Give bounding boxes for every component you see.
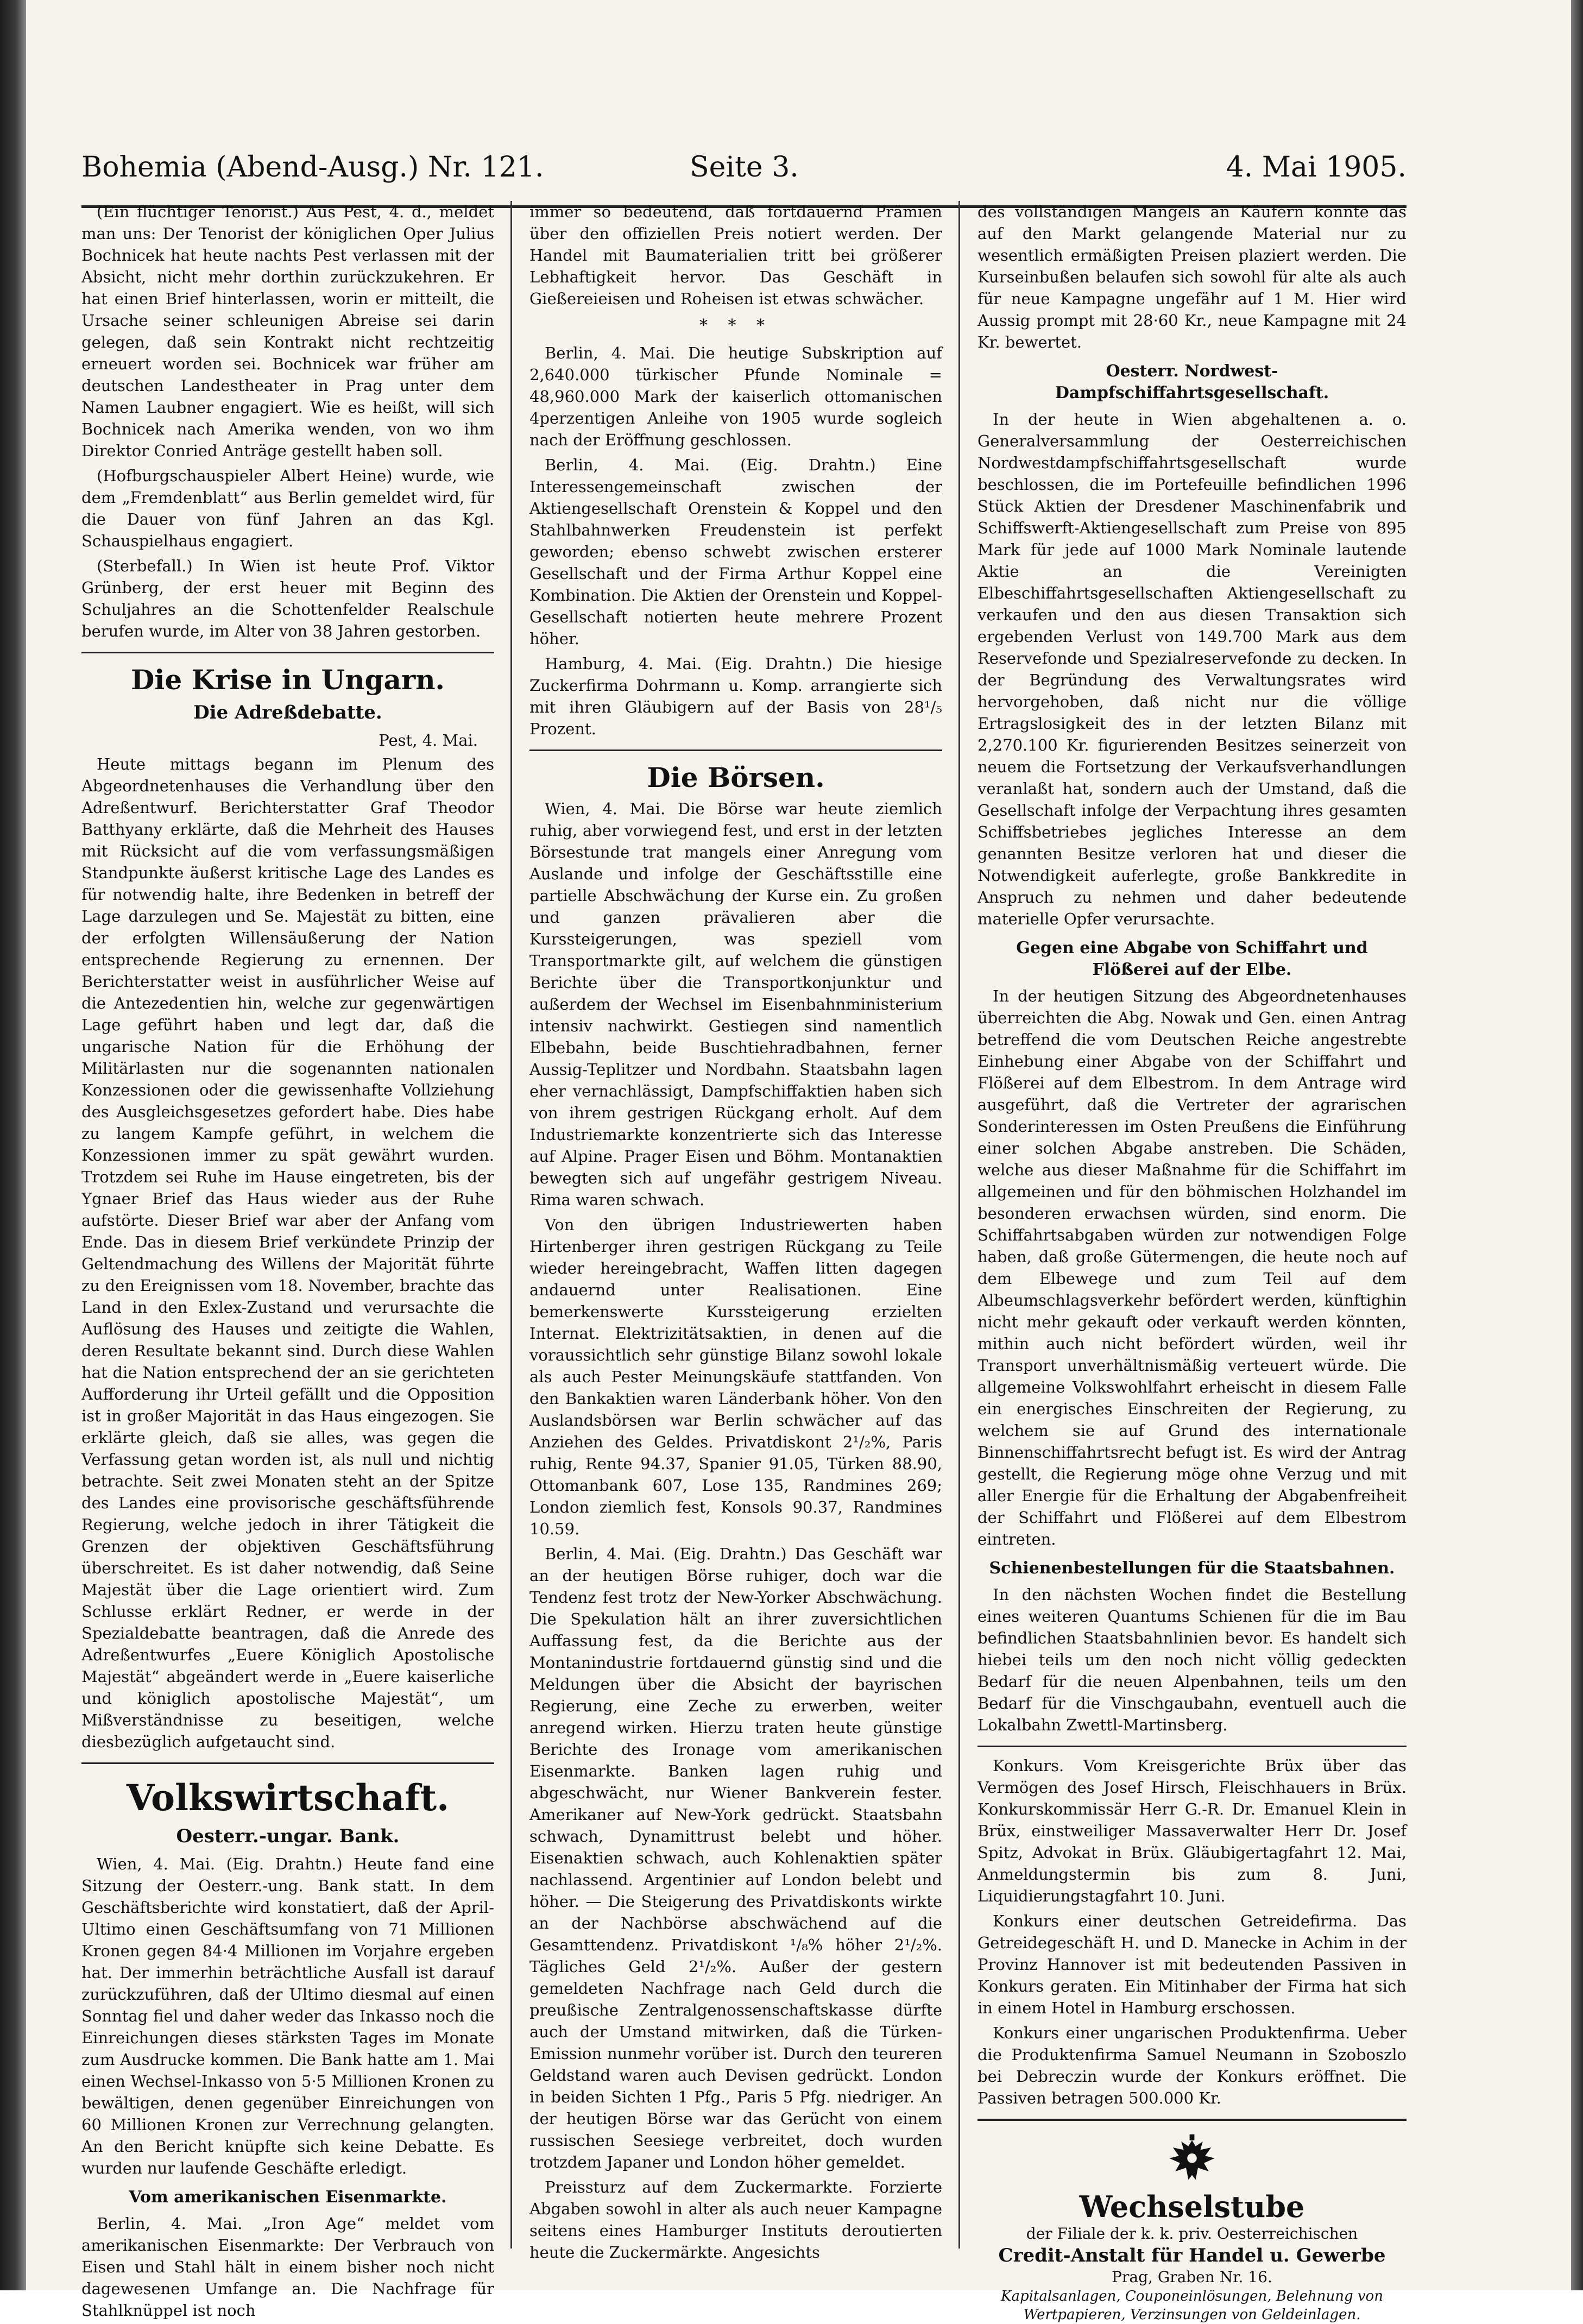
article-boerse-industrie: Von den übrigen Industriewerten haben Hirtenberger ihren gestrigen Rückgang zu Teile wieder hereingebracht, Waffen litten dagegen andauernd unter Realisationen. Eine bemerkenswerte Kurssteigerung erzielten Internat. Elektrizitätsaktien, in denen auf die voraussichtlich sehr günstige Bilanz sowohl lokale als auch Pester Meinungskäufe stattfanden. Von den Bankaktien waren Länderbank höher. Von den Auslandsbörsen war Berlin schwächer auf das Anziehen des Geldes. Privatdiskont 2¹/₂%, Paris ruhig, Rente 94.37, Spanier 91.05, Türken 88.90, Ottomanbank 607, Lose 135, Randmines 269; London ziemlich fest, Konsols 90.37, Randmines 10.59. xyxy=(529,1215,942,1538)
article-zucker-cont: des vollständigen Mangels an Käufern konnte das auf den Markt gelangende Material nur zu wesentlich ermäßigten Preisen plaziert werden. Die Kurseinbußen belaufen sich sowohl für alte als auch für neue Kampagne ungefähr auf 1 M. Hier wird Aussig prompt mit 28·60 Kr., neue Kampagne mit 24 Kr. bewertet. xyxy=(977,203,1407,351)
ad-line: der Filiale der k. k. priv. Oesterreichischen xyxy=(1026,2225,1358,2243)
section-rule xyxy=(81,1762,494,1764)
headline-volkswirtschaft: Volkswirtschaft. xyxy=(126,1777,450,1819)
column-1 xyxy=(81,201,494,2320)
konkurs-ungarisch: Konkurs einer ungarischen Produktenfirma. Ueber die Produktenfirma Samuel Neumann in Szoboszlo bei Debreczin wurde der Konkurs eröffnet. Die Passiven betragen 500.000 Kr. xyxy=(977,2024,1407,2107)
advertisement-wechselstube xyxy=(977,2119,1407,2324)
news-item-dohrmann: Hamburg, 4. Mai. (Eig. Drahtn.) Die hiesige Zuckerfirma Dohrmann u. Komp. arrangierte sich mit ihren Gläubigern auf der Basis von 28¹/₅ Prozent. xyxy=(529,654,942,738)
ad-address: Prag, Graben Nr. 16. xyxy=(1112,2268,1272,2286)
article-boerse-berlin: Berlin, 4. Mai. (Eig. Drahtn.) Das Geschäft war an der heutigen Börse ruhiger, doch war die Tendenz fest trotz der New-Yorker Abschwächung. Die Spekulation hält an ihrer zuversichtlichen Auffassung fest, da die Berichte aus der Montanindustrie fortdauernd günstig sind und die Meldungen über die Absicht der bayrischen Regierung, eine Zeche zu erwerben, weiter anregend wirken. Hierzu traten heute günstige Berichte des Ironage vom amerikanischen Eisenmarkte. Banken lagen ruhig und abgeschwächt, nur Wiener Bankverein fester. Amerikaner auf New-York gedrückt. Staatsbahn schwach, Dynamittrust belebt und höher. Eisenaktien schwach, auch Kohlenaktien später nachlassend. Argentinier auf London belebt und höher. — Die Steigerung des Privatdiskonts wirkte an der Nachbörse abschwächend auf die Gesamttendenz. Privatdiskont ¹/₈% höher 2¹/₂%. Tägliches Geld 2¹/₂%. Außer der gestern gemeldeten Nachfrage nach Geld durch die preußische Zentralgenossenschaftskasse dürfte auch der Umstand mitwirken, daß die Türken-Emission nunmehr vorüber ist. Durch den teureren Geldstand waren auch Devisen gedrückt. London in beiden Sichten 1 Pfg., Paris 5 Pfg. niedriger. An der heutigen Börse war das Gerücht von einem russischen Seesiege verbreitet, doch wurden trotzdem Japaner und London höher gemeldet. xyxy=(529,1545,942,2171)
article-zucker: Preissturz auf dem Zuckermarkte. Forzierte Abgaben sowohl in alter als auch neuer Kampagne seitens eines Hamburger Instituts deroutierten heute die Zuckermärkte. Angesichts xyxy=(529,2178,942,2262)
separator-stars: * * * xyxy=(699,316,773,335)
column-2 xyxy=(529,201,942,2262)
konkurs-getreide: Konkurs einer deutschen Getreidefirma. Das Getreidegeschäft H. und D. Manecke in Achim in der Provinz Hannover ist mit bedeutenden Passiven in Konkurs geraten. Ein Mitinhaber der Firma hat sich in einem Hotel in Hamburg erschossen. xyxy=(977,1912,1407,2017)
masthead-date: 4. Mai 1905. xyxy=(1226,151,1407,184)
binding-edge xyxy=(0,0,26,2290)
masthead-title: Bohemia (Abend-Ausg.) Nr. 121. xyxy=(81,151,544,184)
column-divider xyxy=(958,201,960,2249)
news-item-heine: (Hofburgschauspieler Albert Heine) wurde, wie dem „Fremdenblatt“ aus Berlin gemeldet wird, für die Dauer von fünf Jahren an das Kgl. Schauspielhaus engagiert. xyxy=(81,467,494,550)
news-item-tenor: (Ein flüchtiger Tenorist.) Aus Pest, 4. d., meldet man uns: Der Tenorist der königlichen Oper Julius Bochnicek hat heute nachts Pest verlassen mit der Absicht, nicht mehr dorthin zurückzukehren. Er hat einen Brief hinterlassen, worin er mitteilt, die Ursache seiner schleunigen Abreise sei darin gelegen, daß sein Kontrakt nicht rechtzeitig erneuert worden sei. Bochnicek war früher am deutschen Landestheater in Prag unter dem Namen Laubner engagiert. Wie es heißt, will sich Bochnicek nach Amerika wenden, von wo ihm Direktor Conried Anträge gestellt haben soll. xyxy=(81,203,494,460)
section-rule xyxy=(977,1746,1407,1747)
subheadline-adress: Die Adreßdebatte. xyxy=(193,702,382,723)
article-boerse-wien: Wien, 4. Mai. Die Börse war heute ziemlich ruhig, aber vorwiegend fest, und erst in der letzten Börsestunde trat mangels einer Anregung vom Auslande und infolge der Geschäftsstille eine partielle Abschwächung der Kurse ein. Zu großen und ganzen prävalieren aber die Kurssteigerungen, was speziell vom Transportmarkte gilt, auf welchem die günstigen Berichte über die Transportkonjunktur und außerdem der Wechsel im Eisenbahnministerium intensiv nachwirkt. Gestiegen sind namentlich Elbebahn, beide Buschtiehradbahnen, ferner Aussig-Teplitzer und Nordbahn. Staatsbahn lagen eher vernachlässigt, Dampfschiffaktien haben sich von ihrem gestrigen Rückgang erholt. Auf dem Industriemarkte konzentrierte sich das Interesse auf Alpine. Prager Eisen und Böhm. Montanaktien bewegten sich auf ungefähr gestrigem Niveau. Rima waren schwach. xyxy=(529,799,942,1209)
ad-services: Kapitalsanlagen, Couponeinlösungen, Belehnung von Wertpapieren, Verzinsungen von Geldeinlagen. xyxy=(1001,2288,1383,2323)
news-item-death: (Sterbefall.) In Wien ist heute Prof. Viktor Grünberg, der erst heuer mit Beginn des Schuljahres an die Schottenfelder Realschule berufen wurde, im Alter von 38 Jahren gestorben. xyxy=(81,557,494,640)
subheadline-abgabe: Gegen eine Abgabe von Schiffahrt und Flößerei auf der Elbe. xyxy=(1016,939,1368,979)
headline-krise: Die Krise in Ungarn. xyxy=(131,664,445,696)
article-eisen-cont: immer so bedeutend, daß fortdauernd Prämien über den offiziellen Preis notiert werden. Der Handel mit Baumaterialien tritt bei größerer Lebhaftigkeit hervor. Das Geschäft in Gießereieisen und Roheisen ist etwas schwächer. xyxy=(529,203,942,308)
page-number: Seite 3. xyxy=(690,151,799,184)
newspaper-page xyxy=(81,125,1407,2323)
subheadline-schienen: Schienenbestellungen für die Staatsbahnen. xyxy=(989,1559,1395,1578)
subheadline-bank: Oesterr.-ungar. Bank. xyxy=(176,1825,400,1847)
article-abgabe: In der heutigen Sitzung des Abgeordnetenhauses überreichten die Abg. Nowak und Gen. einen Antrag betreffend die vom Deutschen Reiche angestrebte Einhebung einer Abgabe von der Schiffahrt und Flößerei auf dem Elbestrom. In dem Antrage wird ausgeführt, daß die Vertreter der agrarischen Sonderinteressen im Osten Preußens die Einführung einer solchen Abgabe anstreben. Die Schäden, welche aus dieser Maßnahme für die Schiffahrt im allgemeinen und für den böhmischen Holzhandel im besonderen erwachsen würden, sind enorm. Die Schiffahrtsabgaben würden zur notwendigen Folge haben, daß große Gütermengen, die heute noch auf dem Elbewege und zum Teil auf dem Albeumschlagsverkehr befördert werden, künftighin nicht mehr gekauft oder verkauft werden könnten, mithin auch nicht befördert würden, weil ihr Transport unverhältnismäßig verteuert würde. Die allgemeine Volkswohlfahrt erheischt in diesem Falle ein energisches Einschreiten der Regierung, zu welchem sie auf Grund des internationale Binnenschiffahrtsrecht befugt ist. Es wird der Antrag gestellt, die Regierung möge ohne Verzug und mit aller Energie für die Erhaltung der Abgabenfreiheit der Schiffahrt und Flößerei auf dem Elbestrom eintreten. xyxy=(977,987,1407,1548)
article-eisen: Berlin, 4. Mai. „Iron Age“ meldet vom amerikanischen Eisenmarkte: Der Verbrauch von Eisen und Stahl hält in einem bisher noch nicht dagewesenen Umfange an. Die Nachfrage für Stahlknüppel ist noch xyxy=(81,2214,494,2320)
konkurs-hirsch: Konkurs. Vom Kreisgerichte Brüx über das Vermögen des Josef Hirsch, Fleischhauers in Brüx. Konkurskommissär Herr G.-R. Dr. Emanuel Klein in Brüx, einstweiliger Massaverwalter Herr Dr. Josef Spitz, Advokat in Brüx. Gläubigertagfahrt 12. Mai, Anmeldungstermin bis zum 8. Juni, Liquidierungstagfahrt 10. Juni. xyxy=(977,1756,1407,1905)
masthead xyxy=(81,151,1407,194)
news-item-subskription: Berlin, 4. Mai. Die heutige Subskription auf 2,640.000 türkischer Pfunde Nominale = 48,960.000 Mark der kaiserlich ottomanischen 4perzentigen Anleihe von 1905 wurde sogleich nach der Eröffnung geschlossen. xyxy=(529,344,942,449)
section-rule xyxy=(81,652,494,653)
ad-company: Credit-Anstalt für Handel u. Gewerbe xyxy=(998,2245,1386,2266)
article-bank: Wien, 4. Mai. (Eig. Drahtn.) Heute fand eine Sitzung der Oesterr.-ung. Bank statt. In dem Geschäftsberichte wird konstatiert, daß der April-Ultimo einen Geschäftsumfang von 71 Millionen Kronen gegen 84·4 Millionen im Vorjahre ergeben hat. Der immerhin beträchtliche Ausfall ist darauf zurückzuführen, daß der Ultimo diesmal auf einen Sonntag fiel und daher weder das Inkasso noch die Einreichungen dieses stärksten Tages im Monate zum Ausdrucke kommen. Die Bank hatte am 1. Mai einen Wechsel-Inkasso von 5·5 Millionen Kronen zu bewältigen, denen gegenüber Einreichungen von 60 Millionen Kronen zur Verrechnung gelangten. An den Bericht knüpfte sich keine Debatte. Es wurden nur laufende Geschäfte erledigt. xyxy=(81,1855,494,2177)
subheadline-nordwest: Oesterr. Nordwest-Dampfschiffahrtsgesellschaft. xyxy=(1055,362,1329,402)
article-adress: Heute mittags begann im Plenum des Abgeordnetenhauses die Verhandlung über den Adreßentwurf. Berichterstatter Graf Theodor Batthyany erklärte, daß die Mehrheit des Hauses mit Rücksicht auf die vom verfassungsmäßigen Standpunkte äußerst kritische Lage des Landes es für notwendig halte, ihre Bedenken in betreff der Lage darzulegen und Se. Majestät zu bitten, eine der erfolgten Willensäußerung der Nation entsprechende Regierung zu ernennen. Der Berichterstatter weist in ausführlicher Weise auf die Antezedentien hin, welche zur gegenwärtigen Lage geführt haben und legt dar, daß die ungarische Nation für die Erhöhung der Militärlasten nur die sogenannten nationalen Konzessionen oder die gewissenhafte Vollziehung des Ausgleichsgesetzes gefordert habe. Dies habe zu langem Kampfe geführt, in welchem die Konzessionen immer zu spät gewährt wurden. Trotzdem sei Ruhe im Hause eingetreten, bis der Ygnaer Brief das Haus wieder aus der Ruhe aufstörte. Dieser Brief war aber der Anfang vom Ende. Das in diesem Brief verkündete Prinzip der Geltendmachung des Willens der Majorität führte zu den Ereignissen vom 18. November, brachte das Land in den Exlex-Zustand und verursachte die Auflösung des Hauses und zeitigte die Wahlen, deren Resultate bekannt sind. Durch diese Wahlen hat die Nation entsprechend der an sie gerichteten Aufforderung ihr Urteil gefällt und die Opposition ist in großer Majorität in das Haus eingezogen. Sie erklärte gleich, daß sie alles, was gegen die Verfassung getan worden ist, als null und nichtig betrachte. Seit zwei Monaten steht an der Spitze des Landes eine provisorische geschäftsführende Regierung, welche jedoch in ihrer Tätigkeit die Grenzen der objektiven Geschäftsführung überschreitet. Es ist daher notwendig, daß Seine Majestät über die Lage orientiert wird. Zum Schlusse erklärt Redner, er werde in der Spezialdebatte beantragen, daß die Anrede des Adreßentwurfes „Euere Königlich Apostolische Majestät“ abgeändert werde in „Euere kaiserliche und königlich apostolische Majestät“, um Mißverständnisse zu beseitigen, welche diesbezüglich aufgetaucht sind. xyxy=(81,755,494,1751)
subheadline-eisen: Vom amerikanischen Eisenmarkte. xyxy=(129,2188,447,2207)
double-eagle-emblem-icon xyxy=(1162,2130,1222,2189)
column-3 xyxy=(977,201,1407,2323)
scan-edge xyxy=(1571,0,1583,2290)
column-divider xyxy=(510,201,512,2249)
headline-boersen: Die Börsen. xyxy=(647,761,825,793)
dateline: Pest, 4. Mai. xyxy=(379,731,478,750)
section-rule xyxy=(529,750,942,751)
news-item-orenstein: Berlin, 4. Mai. (Eig. Drahtn.) Eine Interessengemeinschaft zwischen der Aktiengesellschaft Orenstein & Koppel und den Stahlbahnwerken Freudenstein ist perfekt geworden; ebenso schwebt zwischen ersterer Gesellschaft und der Firma Arthur Koppel eine Kombination. Die Aktien der Orenstein und Koppel-Gesellschaft notierten heute mehrere Prozent höher. xyxy=(529,456,942,648)
ad-title: Wechselstube xyxy=(1079,2189,1305,2224)
article-schienen: In den nächsten Wochen findet die Bestellung eines weiteren Quantums Schienen für die im Bau befindlichen Staatsbahnlinien bevor. Es handelt sich hiebei teils um den noch nicht völlig gedeckten Bedarf für die neuen Alpenbahnen, teils um den Bedarf für die Vinschgaubahn, eventuell auch die Lokalbahn Zwettl-Martinsberg. xyxy=(977,1585,1407,1734)
article-nordwest: In der heute in Wien abgehaltenen a. o. Generalversammlung der Oesterreichischen Nordwestdampfschiffahrtsgesellschaft wurde beschlossen, die im Portefeuille befindlichen 1996 Stück Aktien der Dresdener Maschinenfabrik und Schiffswerft-Aktiengesellschaft zum Preise von 895 Mark für jede auf 1000 Mark Nominale lautende Aktie an die Vereinigten Elbeschiffahrtsgesellschaften Aktiengesellschaft zu verkaufen und den aus diesen Transaktion sich ergebenden Verlust von 149.700 Mark aus dem Reservefonde und Spezialreservefonde zu decken. In der Begründung des Verwaltungsrates wird hervorgehoben, daß nicht nur die völlige Ertragslosigkeit des in der letzten Bilanz mit 2,270.100 Kr. figurierenden Besitzes seinerzeit von neuem die Fortsetzung der Verkaufsverhandlungen veranlaßt hat, sondern auch der Umstand, daß die Gesellschaft infolge der Verpachtung ihres gesamten Schiffsbetriebes jegliches Interesse an dem genannten Besitze verloren hat und dieser die Notwendigkeit auferlegte, große Bankkredite in Anspruch zu nehmen und daher bedeutende materielle Opfer verursachte. xyxy=(977,410,1407,928)
